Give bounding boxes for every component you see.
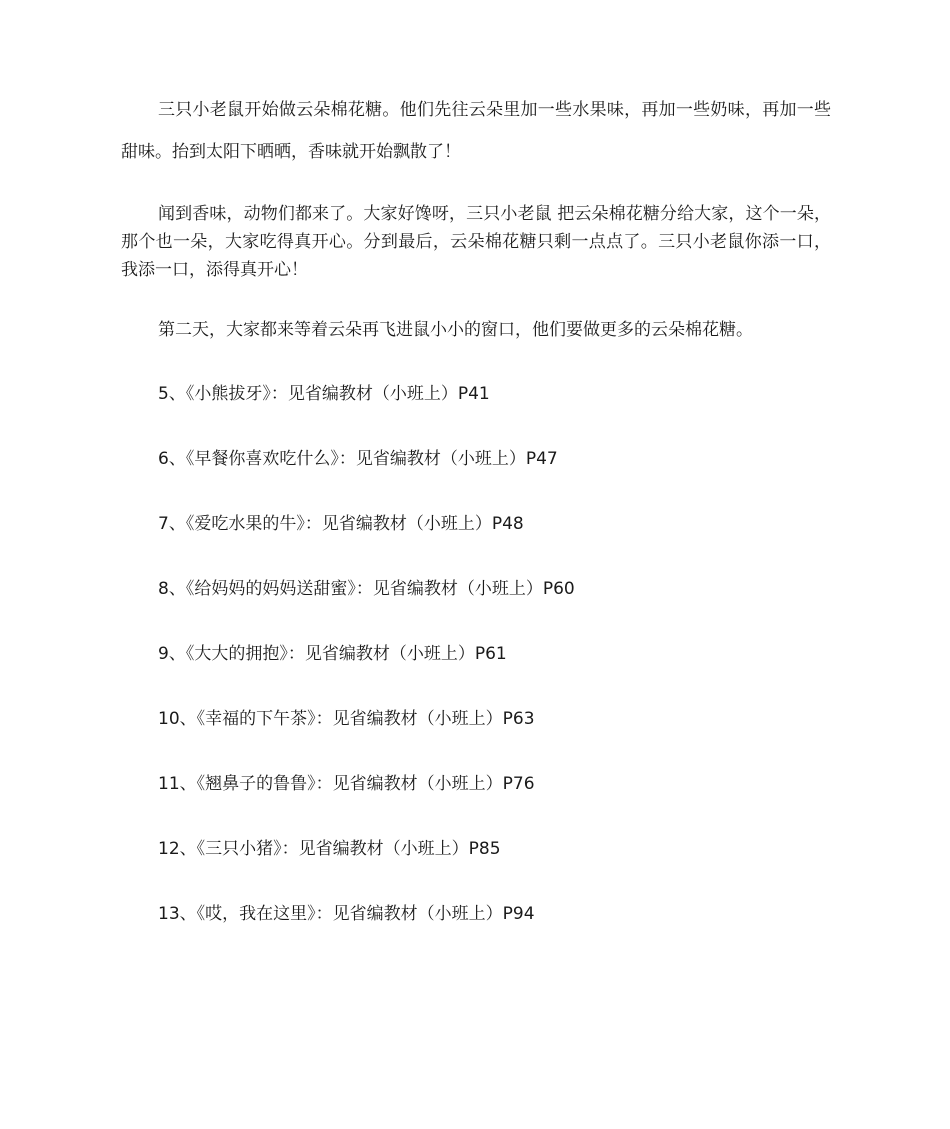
- list-item: 6、《早餐你喜欢吃什么》：见省编教材（小班上）P47: [158, 449, 558, 469]
- list-item: 11、《翘鼻子的鲁鲁》：见省编教材（小班上）P76: [158, 774, 535, 794]
- list-item: 9、《大大的拥抱》：见省编教材（小班上）P61: [158, 644, 507, 664]
- list-item: 10、《幸福的下午茶》：见省编教材（小班上）P63: [158, 709, 535, 729]
- list-item: 8、《给妈妈的妈妈送甜蜜》：见省编教材（小班上）P60: [158, 579, 575, 599]
- list-item: 12、《三只小猪》：见省编教材（小班上）P85: [158, 839, 501, 859]
- story-paragraph: 第二天，大家都来等着云朵再飞进鼠小小的窗口，他们要做更多的云朵棉花糖。: [158, 320, 753, 340]
- list-item: 13、《哎，我在这里》：见省编教材（小班上）P94: [158, 904, 535, 924]
- story-paragraph: 闻到香味，动物们都来了。大家好馋呀，三只小老鼠 把云朵棉花糖分给大家，这个一朵，那个也一朵，大家吃得真开心。分到最后，云朵棉花糖只剩一点点了。三只小老鼠你添一口，我添一口，添得真开心！: [121, 204, 831, 280]
- story-paragraph: 三只小老鼠开始做云朵棉花糖。他们先往云朵里加一些水果味，再加一些奶味，再加一些甜味。抬到太阳下晒晒，香味就开始飘散了！: [121, 100, 831, 162]
- list-item: 5、《小熊拔牙》：见省编教材（小班上）P41: [158, 384, 490, 404]
- list-item: 7、《爱吃水果的牛》：见省编教材（小班上）P48: [158, 514, 524, 534]
